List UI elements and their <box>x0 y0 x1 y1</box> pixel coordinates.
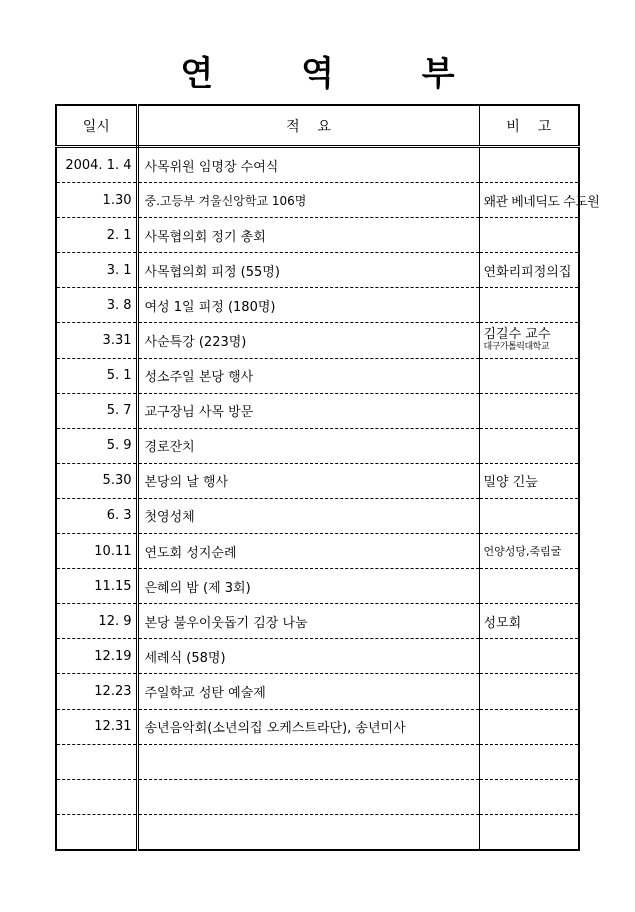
table-row <box>56 639 579 674</box>
row-note: 언양성당,죽림굴 <box>479 534 579 569</box>
row-date: 5. 1 <box>56 358 137 393</box>
table-row <box>56 358 579 393</box>
table-row <box>56 428 579 463</box>
table-row <box>56 393 579 428</box>
row-date: 3. 1 <box>56 253 137 288</box>
row-note <box>479 358 579 393</box>
row-note: 밀양 긴늪 <box>479 463 579 498</box>
table-row <box>56 288 579 323</box>
row-note: 연화리피정의집 <box>479 253 579 288</box>
row-date: 12. 9 <box>56 604 137 639</box>
row-event: 사목협의회 정기 총회 <box>137 218 479 253</box>
row-note <box>479 428 579 463</box>
table-row <box>56 779 579 814</box>
row-event: 본당의 날 행사 <box>137 463 479 498</box>
table-header-row <box>56 105 579 147</box>
row-note <box>479 674 579 709</box>
table-row <box>56 323 579 358</box>
row-event: 주일학교 성탄 예술제 <box>137 674 479 709</box>
row-event: 송년음악회(소년의집 오케스트라단), 송년미사 <box>137 709 479 744</box>
row-event: 본당 불우이웃돕기 김장 나눔 <box>137 604 479 639</box>
table-row <box>56 147 579 183</box>
table-row <box>56 709 579 744</box>
table-row <box>56 183 579 218</box>
row-note <box>479 147 579 183</box>
row-note <box>479 744 579 779</box>
history-table <box>55 104 600 851</box>
table-row <box>56 218 579 253</box>
row-event: 세례식 (58명) <box>137 639 479 674</box>
row-date: 12.19 <box>56 639 137 674</box>
row-note <box>479 218 579 253</box>
row-date: 5.30 <box>56 463 137 498</box>
column-header-date: 일시 <box>56 105 137 147</box>
row-event: 여성 1일 피정 (180명) <box>137 288 479 323</box>
row-event <box>137 744 479 779</box>
row-note <box>479 709 579 744</box>
row-note <box>479 288 579 323</box>
row-note <box>479 569 579 604</box>
row-date: 12.23 <box>56 674 137 709</box>
column-header-event: 적 요 <box>137 105 479 147</box>
row-note <box>479 323 579 358</box>
row-note-line2: 대구가톨릭대학교 <box>483 341 550 352</box>
row-event: 교구장님 사목 방문 <box>137 393 479 428</box>
row-date: 3.31 <box>56 323 137 358</box>
table-row <box>56 674 579 709</box>
row-event: 중.고등부 겨울신앙학교 106명 <box>137 183 479 218</box>
row-date: 5. 9 <box>56 428 137 463</box>
row-note: 왜관 베네딕도 수도원 <box>479 183 579 218</box>
row-event: 성소주일 본당 행사 <box>137 358 479 393</box>
row-date: 10.11 <box>56 534 137 569</box>
row-note: 성모회 <box>479 604 579 639</box>
row-note <box>479 639 579 674</box>
table-row <box>56 253 579 288</box>
row-note <box>479 814 579 850</box>
row-date: 2004. 1. 4 <box>56 147 137 183</box>
row-event: 사순특강 (223명) <box>137 323 479 358</box>
row-event: 연도회 성지순례 <box>137 534 479 569</box>
column-header-note: 비 고 <box>479 105 579 147</box>
table-row <box>56 604 579 639</box>
table-row <box>56 498 579 533</box>
row-note <box>479 393 579 428</box>
table-row <box>56 534 579 569</box>
table-row <box>56 569 579 604</box>
row-date: 3. 8 <box>56 288 137 323</box>
row-note-line1: 김길수 교수 <box>483 326 551 342</box>
row-date: 12.31 <box>56 709 137 744</box>
table-row <box>56 744 579 779</box>
row-event: 첫영성체 <box>137 498 479 533</box>
row-date <box>56 814 137 850</box>
row-date: 2. 1 <box>56 218 137 253</box>
row-event: 경로잔치 <box>137 428 479 463</box>
row-event: 은혜의 밤 (제 3회) <box>137 569 479 604</box>
table-row <box>56 463 579 498</box>
row-event <box>137 814 479 850</box>
row-event: 사목위원 임명장 수여식 <box>137 147 479 183</box>
row-event <box>137 779 479 814</box>
row-date: 1.30 <box>56 183 137 218</box>
row-date: 5. 7 <box>56 393 137 428</box>
row-note <box>479 498 579 533</box>
row-date: 6. 3 <box>56 498 137 533</box>
row-date <box>56 779 137 814</box>
row-date <box>56 744 137 779</box>
row-note <box>479 779 579 814</box>
row-date: 11.15 <box>56 569 137 604</box>
row-event: 사목협의회 피정 (55명) <box>137 253 479 288</box>
page-title: 연 역 부 <box>180 54 493 94</box>
table-row <box>56 814 579 850</box>
